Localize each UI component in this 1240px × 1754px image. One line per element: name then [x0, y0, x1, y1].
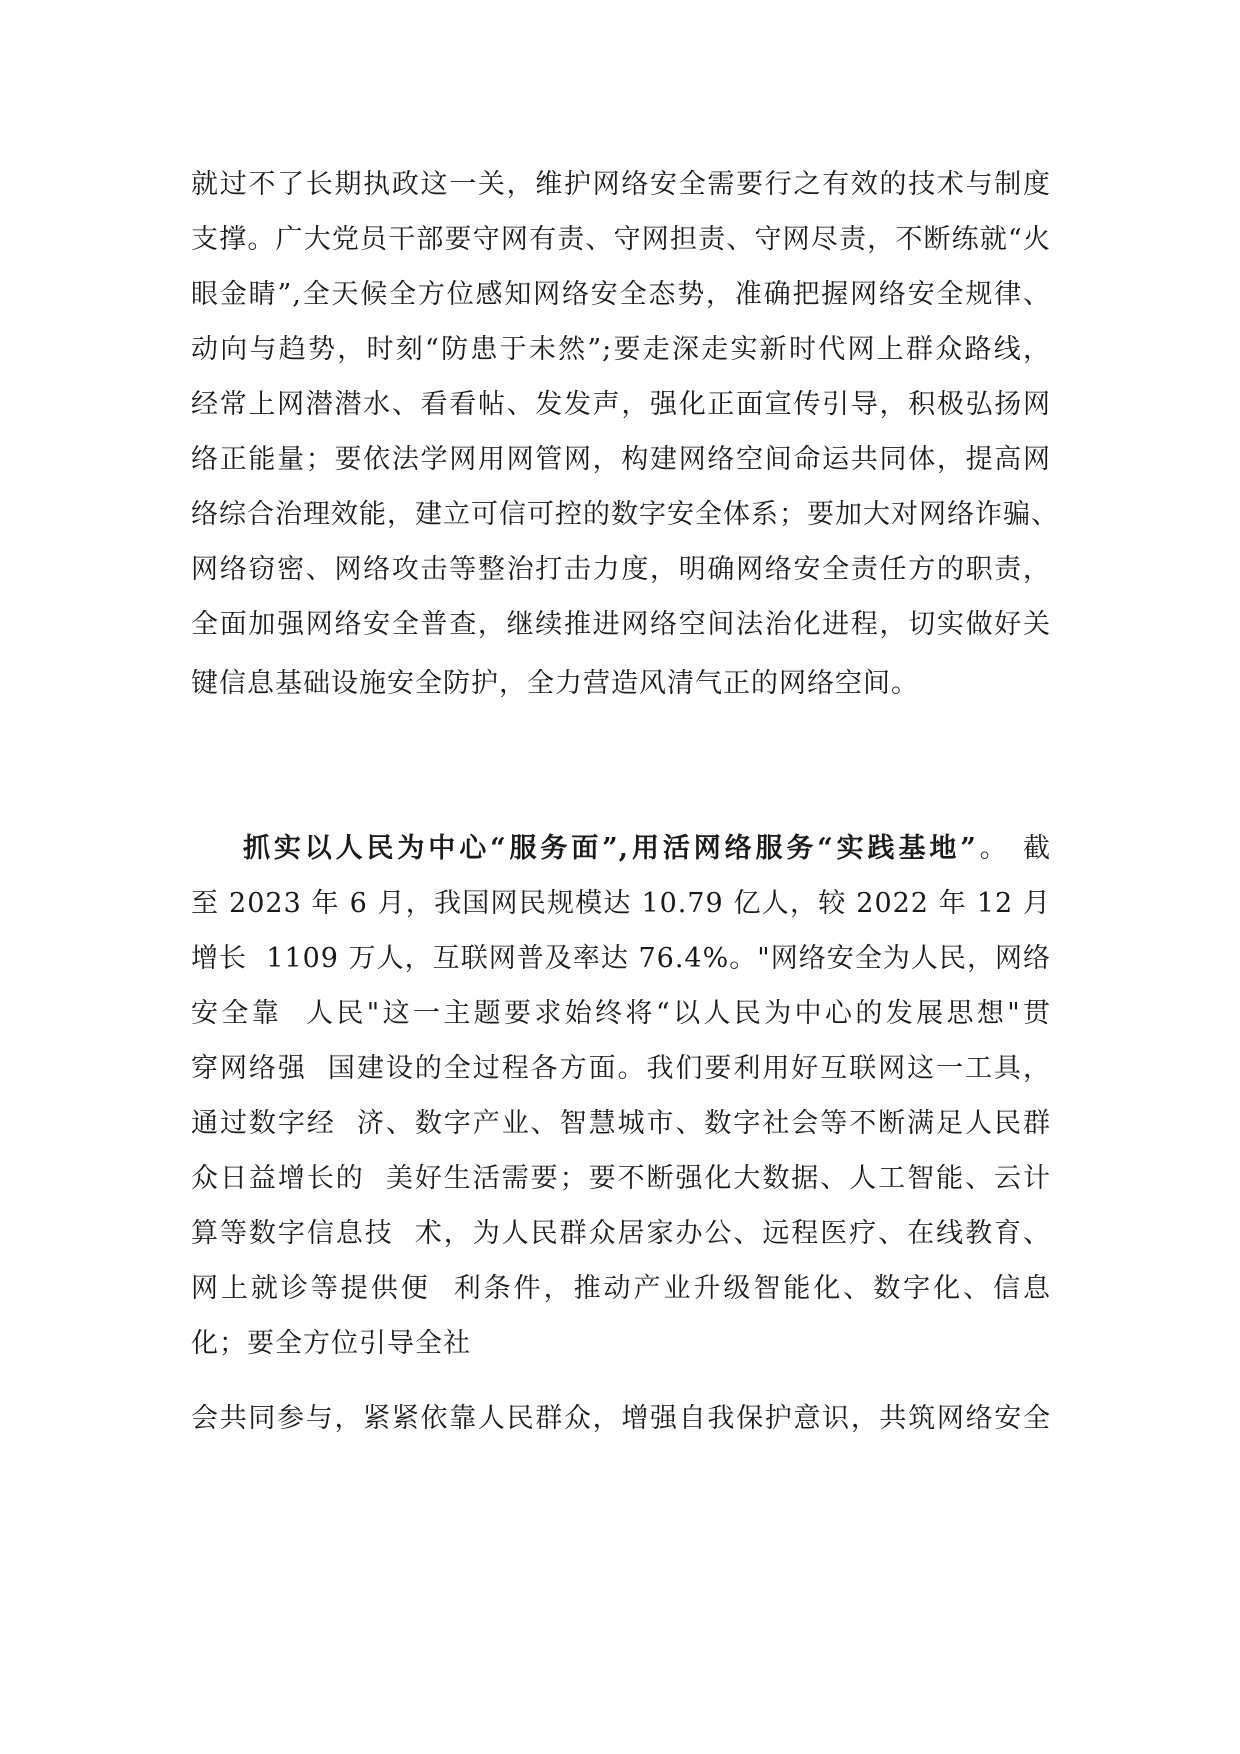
section-heading-tail: 。 截 [976, 833, 1051, 864]
paragraph-line: 网上就诊等提供便 利条件，推动产业升级智能化、数字化、信息 [191, 1273, 1051, 1304]
paragraph-line: 网络窃密、网络攻击等整治打击力度，明确网络安全责任方的职责， [191, 554, 1051, 585]
section-heading: 抓实以人民为中心“服务面”,用活网络服务“实践基地” [243, 833, 977, 864]
paragraph-line: 络正能量；要依法学网用网管网，构建网络空间命运共同体，提高网 [191, 444, 1051, 475]
paragraph-line: 增长 1109 万人，互联网普及率达 76.4%。"网络安全为人民，网络 [191, 943, 1051, 974]
paragraph-line: 全面加强网络安全普查，继续推进网络空间法治化进程，切实做好关 [191, 609, 1051, 640]
paragraph-line: 经常上网潜潜水、看看帖、发发声，强化正面宣传引导，积极弘扬网 [191, 389, 1051, 420]
paragraph-line: 安全靠 人民"这一主题要求始终将“以人民为中心的发展思想"贯 [191, 998, 1051, 1029]
paragraph-line: 至 2023 年 6 月，我国网民规模达 10.79 亿人，较 2022 年 12 月 [191, 888, 1051, 919]
paragraph-line: 络综合治理效能，建立可信可控的数字安全体系；要加大对网络诈骗、 [191, 499, 1059, 530]
paragraph-line: 会共同参与，紧紧依靠人民群众，增强自我保护意识，共筑网络安全 [191, 1403, 1051, 1434]
paragraph-line: 算等数字信息技 术，为人民群众居家办公、远程医疗、在线教育、 [191, 1218, 1051, 1249]
paragraph-line: 动向与趋势，时刻“防患于未然”;要走深走实新时代网上群众路线， [191, 334, 1051, 365]
paragraph-line: 通过数字经 济、数字产业、智慧城市、数字社会等不断满足人民群 [191, 1108, 1051, 1139]
paragraph-line: 支撑。广大党员干部要守网有责、守网担责、守网尽责，不断练就“火 [191, 224, 1051, 255]
paragraph-line: 键信息基础设施安全防护，全力营造风清气正的网络空间。 [191, 668, 919, 699]
paragraph-line: 就过不了长期执政这一关，维护网络安全需要行之有效的技术与制度 [191, 169, 1051, 200]
section-heading-line [243, 829, 1051, 869]
paragraph-line: 化；要全方位引导全社 [191, 1328, 471, 1359]
paragraph-line: 众日益增长的 美好生活需要；要不断强化大数据、人工智能、云计 [191, 1163, 1051, 1194]
paragraph-line: 眼金睛”,全天候全方位感知网络安全态势，准确把握网络安全规律、 [191, 279, 1051, 310]
paragraph-line: 穿网络强 国建设的全过程各方面。我们要利用好互联网这一工具， [191, 1053, 1051, 1084]
